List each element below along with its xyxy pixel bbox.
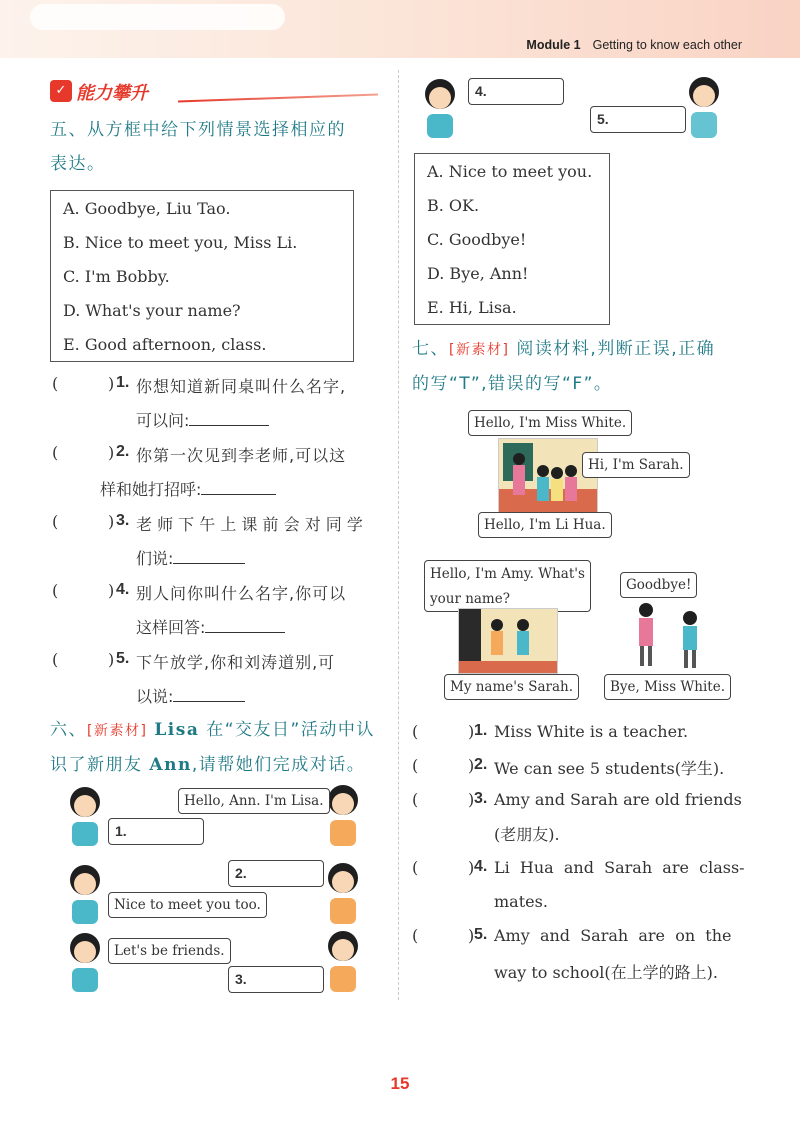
dialogue-blank-3[interactable]: 3. [228,966,324,993]
answer-paren-close: ) [468,756,475,775]
ann-figure-1 [328,785,358,846]
q6-title-line1 [50,713,395,748]
speech-bubble-bye-miss-white: Bye, Miss White. [604,674,731,700]
speech-bubble-sarah-2: My name's Sarah. [444,674,579,700]
item-number: 5. [474,926,488,943]
answer-blank[interactable] [173,684,245,702]
item-line1: 你想知道新同桌叫什么名字, [136,377,347,396]
answer-paren-open: ( [52,374,59,393]
q7-title-line1 [412,332,782,367]
q5-option-a: A. Goodbye, Liu Tao. [63,199,231,218]
q5-options-box [50,190,354,362]
answer-paren-close: ) [108,374,115,393]
section-heading-label: 能力攀升 [76,83,148,104]
item-line1: 下午放学,你和刘涛道别,可 [136,653,336,672]
answer-paren-open: ( [52,650,59,669]
answer-paren-open: ( [52,443,59,462]
school-gate-illustration [459,609,558,674]
answer-blank[interactable] [201,477,276,495]
item-line1: 老 师 下 午 上 课 前 会 对 同 学 [136,515,363,534]
answer-blank[interactable] [205,615,285,633]
farewell-illustration [628,600,712,674]
q7-line1-rest: 阅读材料,判断正误,正确 [516,339,716,359]
new-material-tag: [新素材] [87,723,148,739]
item-line2-text: 可以问: [136,411,190,430]
item-line2-text: 样和她打招呼: [100,480,202,499]
running-header [526,38,742,52]
new-material-tag: [新素材] [449,342,510,358]
q7-title-line2: 的写“T”,错误的写“F”。 [412,374,613,394]
item-line1: Miss White is a teacher. [494,722,689,741]
dialogue-blank-4[interactable]: 4. [468,78,564,105]
item-line2-text: 们说: [136,549,174,568]
item-number: 1. [116,374,130,391]
answer-paren-close: ) [108,512,115,531]
item-line2 [136,408,269,431]
speech-bubble-lisa-2: Let's be friends. [108,938,231,964]
item-number: 4. [116,581,130,598]
item-number: 2. [116,443,130,460]
speech-bubble-sarah: Hi, I'm Sarah. [582,452,690,478]
q5-title [50,113,390,181]
answer-paren-close: ) [468,926,475,945]
answer-paren-close: ) [108,581,115,600]
answer-paren-open: ( [412,756,419,775]
q7-item-3 [412,788,782,852]
q7-title [412,332,782,401]
section-heading [48,78,378,104]
ann-figure-2 [328,863,358,924]
item-line2 [136,615,285,638]
q6-option-d: D. Bye, Ann! [427,264,529,283]
item-line2: mates. [494,892,548,911]
answer-paren-open: ( [52,581,59,600]
speech-bubble-li-hua: Hello, I'm Li Hua. [478,512,612,538]
answer-paren-close: ) [468,858,475,877]
q5-option-c: C. I'm Bobby. [63,267,170,286]
answer-paren-close: ) [108,443,115,462]
answer-paren-open: ( [412,722,419,741]
item-line1: 别人问你叫什么名字,你可以 [136,584,347,603]
q6-option-e: E. Hi, Lisa. [427,298,517,317]
q6-line2-rest: ,请帮她们完成对话。 [191,755,366,775]
item-line1: 你第一次见到李老师,可以这 [136,446,347,465]
checkmark-icon: ✓ [50,80,72,102]
item-line1: We can see 5 students(学生). [494,759,725,778]
q6-name2: Ann [149,755,192,775]
q7-item-2 [412,754,782,784]
q6-prefix: 六、 [50,720,87,740]
q5-item-4 [50,579,390,647]
column-divider [398,70,399,1000]
q5-option-b: B. Nice to meet you, Miss Li. [63,233,298,252]
item-number: 2. [474,756,488,773]
item-line2-text: 这样回答: [136,618,206,637]
ann-figure-4 [689,77,719,138]
item-number: 1. [474,722,488,739]
item-line1: Li Hua and Sarah are class- [494,858,745,877]
lisa-figure-1 [70,787,100,846]
item-line2: way to school(在上学的路上). [494,963,718,982]
lisa-figure-2 [70,865,100,924]
q6-title [50,713,395,782]
page-header-band [0,0,800,58]
item-number: 3. [116,512,130,529]
module-label: Module 1 [526,38,581,52]
item-line2 [136,546,245,569]
answer-paren-close: ) [468,790,475,809]
q6-option-a: A. Nice to meet you. [427,162,593,181]
answer-paren-close: ) [468,722,475,741]
item-line2 [136,684,245,707]
lisa-figure-4 [425,79,455,138]
item-line2 [100,477,276,500]
amy-line1: Hello, I'm Amy. What's [430,566,585,582]
item-number: 4. [474,858,488,875]
q7-item-1 [412,720,782,750]
speech-bubble-ann: Nice to meet you too. [108,892,267,918]
q6-name: Lisa [154,720,200,740]
dialogue-blank-5[interactable]: 5. [590,106,686,133]
answer-blank[interactable] [189,408,269,426]
heading-underline [178,94,378,103]
school-scene-2 [458,608,558,674]
module-title: Getting to know each other [592,38,742,52]
item-line2: (老朋友). [494,825,560,844]
q5-title-line2: 表达。 [50,154,106,174]
page-number: 15 [390,1074,410,1093]
speech-bubble-lisa: Hello, Ann. I'm Lisa. [178,788,330,814]
lisa-figure-3 [70,933,100,992]
answer-paren-open: ( [52,512,59,531]
dialogue-blank-1[interactable]: 1. [108,818,204,845]
amy-line2: your name? [430,591,510,607]
q5-title-line1: 五、从方框中给下列情景选择相应的 [50,120,346,140]
q5-option-e: E. Good afternoon, class. [63,335,267,354]
speech-bubble-amy [424,560,591,612]
ann-figure-3 [328,931,358,992]
q5-item-1 [50,372,390,440]
item-number: 5. [116,650,130,667]
q6-line1-rest: 在“交友日”活动中认 [206,720,375,740]
speech-bubble-goodbye: Goodbye! [620,572,697,598]
header-pill-decoration [30,4,285,30]
q7-item-4 [412,856,782,920]
q5-item-2 [50,441,390,509]
item-line1: Amy and Sarah are on the [494,926,732,945]
q6-title-line2 [50,748,395,782]
answer-blank[interactable] [173,546,245,564]
answer-paren-open: ( [412,790,419,809]
item-number: 3. [474,790,488,807]
q6-options-box [414,153,610,325]
answer-paren-open: ( [412,926,419,945]
q5-item-3 [50,510,390,578]
speech-bubble-miss-white: Hello, I'm Miss White. [468,410,632,436]
dialogue-blank-2[interactable]: 2. [228,860,324,887]
q6-option-b: B. OK. [427,196,480,215]
answer-paren-close: ) [108,650,115,669]
q5-item-5 [50,648,390,716]
q5-option-d: D. What's your name? [63,301,241,320]
answer-paren-open: ( [412,858,419,877]
q7-item-5 [412,924,782,988]
q7-prefix: 七、 [412,339,449,359]
q6-option-c: C. Goodbye! [427,230,527,249]
item-line2-text: 以说: [136,687,174,706]
item-line1: Amy and Sarah are old friends [494,790,742,809]
q6-line2-pre: 识了新朋友 [50,755,143,775]
